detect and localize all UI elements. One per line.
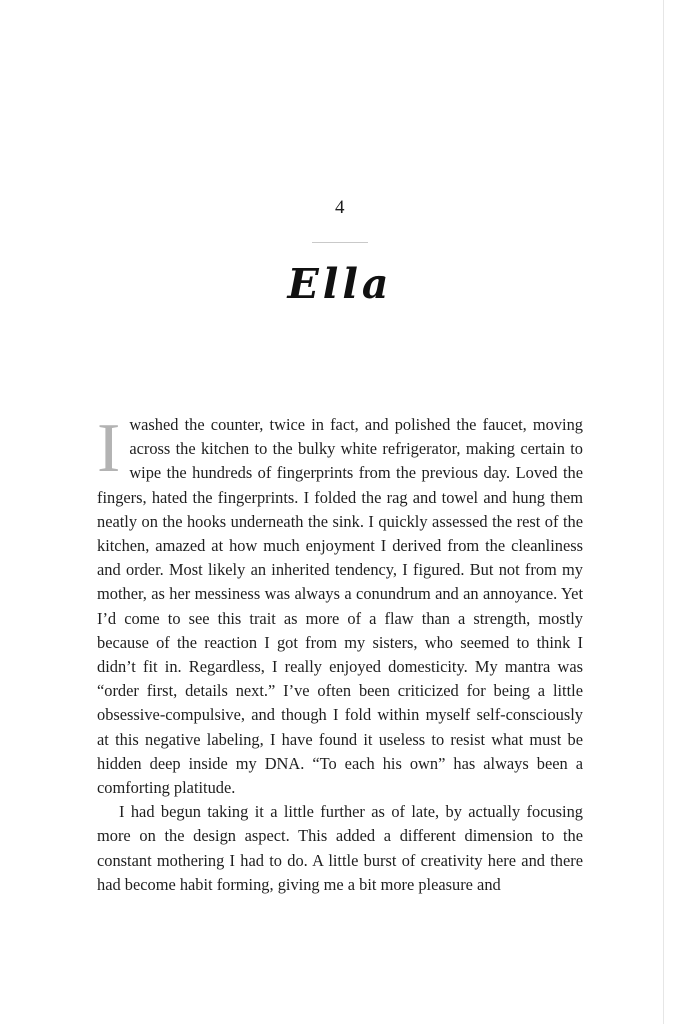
page-content (97, 0, 583, 897)
chapter-number: 4 (335, 197, 345, 218)
paragraph: I had begun taking it a little further as of late, by actually focusing more on the design aspect. This added a different dimension to the constant mothering I had to do. A little burst of creativity here and there had become habit forming, giving me a bit more pleasure and (97, 802, 583, 894)
paragraph: Iwashed the counter, twice in fact, and polished the faucet, moving across the kitchen to the bulky white refrigerator, making certain to wipe the hundreds of fingerprints from the previous day. Loved the fingers, hated the fingerprints. I folded the rag and towel and hung them neatly on the hooks underneath the sink. I quickly assessed the rest of the kitchen, amazed at how much enjoyment I derived from the cleanliness and order. Most likely an inherited tendency, I figured. But not from my mother, as her messiness was always a conundrum and an annoyance. Yet I’d come to see this trait as more of a flaw than a strength, mostly because of the reaction I got from my sisters, who seemed to think I didn’t fit in. Regardless, I really enjoyed domesticity. My mantra was “order first, details next.” I’ve often been criticized for being a little obsessive-compulsive, and though I fold within myself self-consciously at this negative labeling, I have found it useless to resist what must be hidden deep inside my DNA. “To each his own” has always been a comforting platitude. (97, 410, 583, 798)
chapter-header (97, 0, 583, 307)
body-text (97, 410, 583, 897)
chapter-title: Ella (287, 260, 393, 308)
chapter-divider-rule (312, 242, 368, 243)
page-edge-line (663, 0, 664, 1024)
